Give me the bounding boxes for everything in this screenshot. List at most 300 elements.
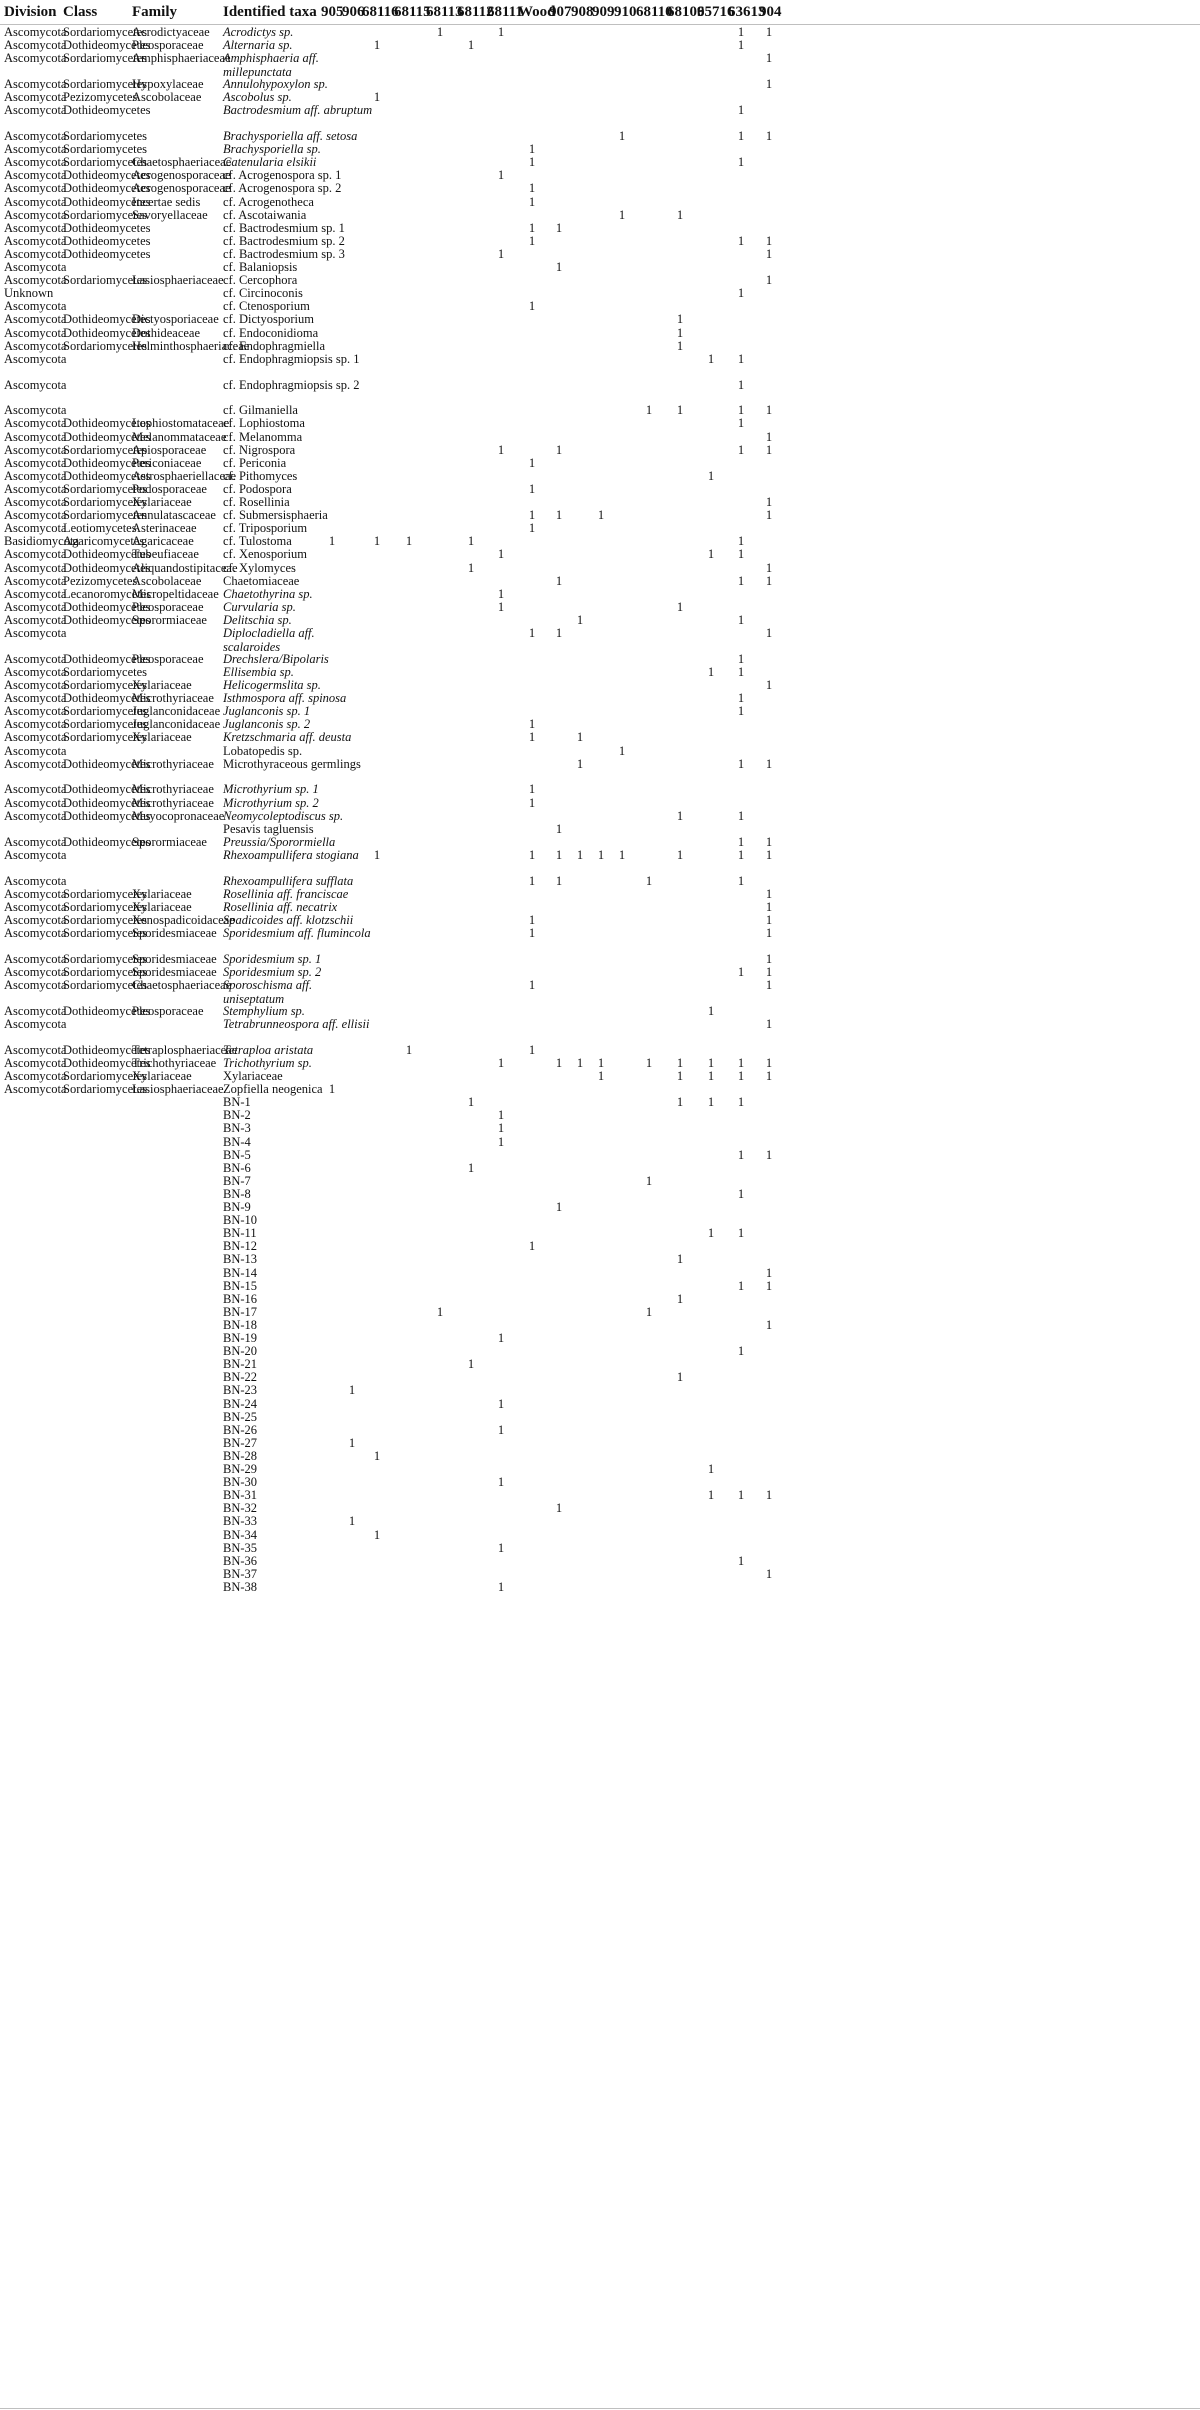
value-cell: 1 xyxy=(707,468,715,483)
class-cell: Dothideomycetes xyxy=(63,1003,151,1018)
taxon-cell: Bactrodesmium aff. abruptum xyxy=(223,103,373,118)
taxon-cell: cf. Melanomma xyxy=(223,429,303,444)
value-cell: 1 xyxy=(528,481,536,496)
taxon-cell: Microthyraceous germlings xyxy=(223,756,361,771)
value-cell: 1 xyxy=(765,913,773,927)
value-cell: 1 xyxy=(765,899,773,914)
class-cell: Sordariomycetes xyxy=(63,273,148,288)
table-row xyxy=(0,1149,1200,1162)
value-cell: 1 xyxy=(618,129,626,143)
table-row xyxy=(0,1201,1200,1214)
value-cell: 1 xyxy=(737,129,745,143)
family-cell: Acrogenosporaceae xyxy=(132,168,231,183)
table-row xyxy=(0,1502,1200,1515)
class-cell: Sordariomycetes xyxy=(63,951,148,966)
class-cell: Sordariomycetes xyxy=(63,913,148,927)
value-cell: 1 xyxy=(765,951,773,966)
family-cell: Pleosporaceae xyxy=(132,38,204,53)
division-cell: Ascomycota xyxy=(4,442,67,457)
value-cell: 1 xyxy=(737,1069,745,1083)
value-cell: 1 xyxy=(436,1304,444,1319)
division-cell: Ascomycota xyxy=(4,220,67,235)
value-cell: 1 xyxy=(645,1304,653,1319)
division-cell: Ascomycota xyxy=(4,181,67,196)
value-cell: 1 xyxy=(765,77,773,91)
value-cell: 1 xyxy=(528,521,536,536)
taxon-cell: BN-33 xyxy=(223,1514,258,1529)
taxon-cell: BN-9 xyxy=(223,1200,251,1214)
value-cell: 1 xyxy=(737,1095,745,1110)
taxon-cell: BN-20 xyxy=(223,1344,258,1359)
header-cell: 68111 xyxy=(487,4,523,20)
division-cell: Ascomycota xyxy=(4,899,67,914)
family-cell: Microthyriaceae xyxy=(132,782,214,797)
family-cell: Chaetosphaeriaceae xyxy=(132,155,232,170)
value-cell: 1 xyxy=(676,1252,684,1267)
taxon-cell: BN-19 xyxy=(223,1331,258,1345)
taxon-cell: Rosellinia aff. franciscae xyxy=(223,886,349,901)
division-cell: Ascomycota xyxy=(4,847,67,862)
table-row xyxy=(0,1358,1200,1371)
value-cell: 1 xyxy=(528,142,536,157)
value-cell: 1 xyxy=(737,847,745,862)
value-cell: 1 xyxy=(528,508,536,523)
taxon-cell: cf. Gilmaniella xyxy=(223,403,298,418)
taxon-cell: Alternaria sp. xyxy=(223,38,293,53)
taxon-cell: Curvularia sp. xyxy=(223,599,296,614)
taxon-cell: cf. Dictyosporium xyxy=(223,312,314,327)
family-cell: Apiosporaceae xyxy=(132,442,207,457)
table-row xyxy=(0,731,1200,744)
value-cell: 1 xyxy=(497,1540,505,1555)
taxon-cell: cf. Bactrodesmium sp. 2 xyxy=(223,233,345,248)
family-cell: Sporidesmiaceae xyxy=(132,965,217,979)
family-cell: Xylariaceae xyxy=(132,899,192,914)
taxon-cell: Xylariaceae xyxy=(223,1069,283,1083)
division-cell: Ascomycota xyxy=(4,1042,67,1057)
value-cell: 1 xyxy=(618,743,626,758)
taxon-cell: cf. Tulostoma xyxy=(223,534,292,549)
family-cell: Asterinaceae xyxy=(132,521,197,536)
taxon-cell: cf. Endophragmiopsis sp. 2 xyxy=(223,377,360,392)
class-cell: Sordariomycetes xyxy=(63,886,148,901)
taxon-cell: Neomycoleptodiscus sp. xyxy=(223,808,344,823)
class-cell: Sordariomycetes xyxy=(63,1069,148,1083)
value-cell: 1 xyxy=(765,429,773,444)
taxon-cell: Tetraploa aristata xyxy=(223,1042,314,1057)
value-cell: 1 xyxy=(707,1055,715,1070)
value-cell: 1 xyxy=(765,1488,773,1503)
value-cell: 1 xyxy=(597,508,605,523)
header-cell: 909 xyxy=(592,4,615,20)
taxon-cell: BN-11 xyxy=(223,1226,257,1241)
table-row xyxy=(0,1345,1200,1358)
value-cell: 1 xyxy=(737,651,745,666)
taxon-cell: Helicogermslita sp. xyxy=(223,678,321,692)
value-cell: 1 xyxy=(707,664,715,679)
value-cell: 1 xyxy=(707,1003,715,1018)
taxon-cell: BN-14 xyxy=(223,1265,258,1280)
taxon-cell: BN-31 xyxy=(223,1488,258,1503)
value-cell: 1 xyxy=(328,1082,336,1097)
taxon-cell: cf. Endophragmiella xyxy=(223,338,326,353)
value-cell: 1 xyxy=(555,508,563,523)
taxon-cell: BN-30 xyxy=(223,1475,258,1490)
division-cell: Ascomycota xyxy=(4,51,67,66)
value-cell: 1 xyxy=(645,873,653,888)
value-cell: 1 xyxy=(528,873,536,888)
class-cell: Dothideomycetes xyxy=(63,455,151,470)
value-cell: 1 xyxy=(528,233,536,248)
family-cell: Trichothyriaceae xyxy=(132,1055,217,1070)
taxon-cell: Lobatopedis sp. xyxy=(223,743,303,758)
taxon-cell: cf. Rosellinia xyxy=(223,495,290,509)
value-cell: 1 xyxy=(528,782,536,797)
family-cell: Xenospadicoidaceae xyxy=(132,913,235,927)
taxon-cell: cf. Periconia xyxy=(223,455,287,470)
division-cell: Ascomycota xyxy=(4,651,67,666)
taxon-cell: Amphisphaeria aff. millepunctata xyxy=(223,51,319,80)
value-cell: 1 xyxy=(707,1488,715,1503)
division-cell: Ascomycota xyxy=(4,207,67,222)
taxon-cell: Microthyrium sp. 2 xyxy=(223,795,319,810)
value-cell: 1 xyxy=(555,442,563,457)
taxon-cell: BN-6 xyxy=(223,1160,251,1175)
value-cell: 1 xyxy=(555,1200,563,1214)
division-cell: Ascomycota xyxy=(4,351,67,366)
value-cell: 1 xyxy=(528,299,536,314)
value-cell: 1 xyxy=(765,1055,773,1070)
taxon-cell: BN-37 xyxy=(223,1566,258,1581)
class-cell: Sordariomycetes xyxy=(63,155,148,170)
taxon-cell: Rhexoampullifera stogiana xyxy=(223,847,359,862)
value-cell: 1 xyxy=(765,1278,773,1293)
value-cell: 1 xyxy=(497,246,505,261)
value-cell: 1 xyxy=(528,847,536,862)
value-cell: 1 xyxy=(497,1121,505,1136)
class-cell: Dothideomycetes xyxy=(63,194,151,209)
class-cell: Dothideomycetes xyxy=(63,220,151,235)
table-row xyxy=(0,222,1200,235)
family-cell: Sporidesmiaceae xyxy=(132,951,217,966)
table-row xyxy=(0,91,1200,104)
taxon-cell: BN-5 xyxy=(223,1147,251,1162)
division-cell: Ascomycota xyxy=(4,416,67,431)
header-cell: Class xyxy=(63,4,98,20)
taxon-cell: Preussia/Sporormiella xyxy=(223,834,336,849)
class-cell: Sordariomycetes xyxy=(63,338,148,353)
taxon-cell: Isthmospora aff. spinosa xyxy=(223,691,347,706)
value-cell: 1 xyxy=(348,1383,356,1398)
family-cell: Acrogenosporaceae xyxy=(132,181,231,196)
class-cell: Dothideomycetes xyxy=(63,246,151,261)
value-cell: 1 xyxy=(348,1435,356,1450)
family-cell: Aliquandostipitaceae xyxy=(132,560,238,575)
division-cell: Ascomycota xyxy=(4,25,67,39)
taxon-cell: cf. Circinoconis xyxy=(223,286,303,301)
value-cell: 1 xyxy=(555,873,563,888)
value-cell: 1 xyxy=(765,626,773,640)
taxon-cell: BN-2 xyxy=(223,1108,251,1123)
value-cell: 1 xyxy=(765,886,773,901)
class-cell: Dothideomycetes xyxy=(63,599,151,614)
taxon-cell: Pesavis tagluensis xyxy=(223,821,314,836)
taxon-cell: BN-24 xyxy=(223,1396,258,1411)
value-cell: 1 xyxy=(737,286,745,301)
table-row xyxy=(0,1398,1200,1411)
value-cell: 1 xyxy=(528,717,536,732)
value-cell: 1 xyxy=(737,808,745,823)
header-cell: 68115 xyxy=(394,4,431,20)
taxon-cell: Chaetothyrina sp. xyxy=(223,586,313,601)
value-cell: 1 xyxy=(676,847,684,862)
header-cell: 68113 xyxy=(426,4,463,20)
taxon-cell: cf. Balaniopsis xyxy=(223,260,298,274)
value-cell: 1 xyxy=(737,534,745,549)
value-cell: 1 xyxy=(528,455,536,470)
family-cell: Incertae sedis xyxy=(132,194,201,209)
family-cell: Agaricaceae xyxy=(132,534,194,549)
family-cell: Muyocopronaceae xyxy=(132,808,225,823)
table-row xyxy=(0,1280,1200,1293)
taxon-cell: Trichothyrium sp. xyxy=(223,1055,312,1070)
family-cell: Ascobolaceae xyxy=(132,573,202,588)
table-bottom-rule xyxy=(0,2408,1200,2409)
table-row xyxy=(0,104,1200,130)
value-cell: 1 xyxy=(576,847,584,862)
value-cell: 1 xyxy=(467,560,475,575)
value-cell: 1 xyxy=(737,155,745,170)
table-row xyxy=(0,1411,1200,1424)
division-cell: Ascomycota xyxy=(4,626,67,640)
family-cell: Astrosphaeriellaceae xyxy=(132,468,237,483)
table-row xyxy=(0,1489,1200,1502)
division-cell: Ascomycota xyxy=(4,926,67,941)
value-cell: 1 xyxy=(467,534,475,549)
division-cell: Basidiomycota xyxy=(4,534,79,549)
value-cell: 1 xyxy=(497,599,505,614)
value-cell: 1 xyxy=(467,38,475,53)
division-cell: Ascomycota xyxy=(4,1082,67,1097)
table-row xyxy=(0,235,1200,248)
taxon-cell: Acrodictys sp. xyxy=(223,25,294,39)
class-cell: Agaricomycetes xyxy=(63,534,145,549)
value-cell: 1 xyxy=(676,1095,684,1110)
family-cell: Xylariaceae xyxy=(132,730,192,745)
class-cell: Lecanoromycetes xyxy=(63,586,152,601)
value-cell: 1 xyxy=(765,560,773,575)
value-cell: 1 xyxy=(576,1055,584,1070)
family-cell: Tetraplosphaeriaceae xyxy=(132,1042,238,1057)
table-row xyxy=(0,1109,1200,1122)
family-cell: Microthyriaceae xyxy=(132,795,214,810)
division-cell: Ascomycota xyxy=(4,103,67,118)
class-cell: Sordariomycetes xyxy=(63,678,148,692)
value-cell: 1 xyxy=(373,534,381,549)
taxon-cell: cf. Lophiostoma xyxy=(223,416,305,431)
family-cell: Hypoxylaceae xyxy=(132,77,204,91)
taxon-cell: cf. Acrogenospora sp. 2 xyxy=(223,181,342,196)
taxon-cell: BN-36 xyxy=(223,1553,258,1568)
value-cell: 1 xyxy=(645,1173,653,1188)
family-cell: Micropeltidaceae xyxy=(132,586,219,601)
value-cell: 1 xyxy=(765,403,773,418)
table-row xyxy=(0,810,1200,823)
class-cell: Dothideomycetes xyxy=(63,756,151,771)
taxon-cell: Sporidesmium sp. 2 xyxy=(223,965,322,979)
taxon-cell: Tetrabrunneospora aff. ellisii xyxy=(223,1017,370,1031)
value-cell: 1 xyxy=(497,1396,505,1411)
taxon-cell: cf. Ascotaiwania xyxy=(223,207,307,222)
value-cell: 1 xyxy=(497,25,505,39)
division-cell: Ascomycota xyxy=(4,782,67,797)
taxon-cell: cf. Ctenosporium xyxy=(223,299,310,314)
class-cell: Dothideomycetes xyxy=(63,103,151,118)
taxon-cell: Ascobolus sp. xyxy=(223,90,292,105)
value-cell: 1 xyxy=(597,847,605,862)
family-cell: Lasiosphaeriaceae xyxy=(132,273,224,288)
value-cell: 1 xyxy=(497,1475,505,1490)
value-cell: 1 xyxy=(328,534,336,549)
family-cell: Podosporaceae xyxy=(132,481,207,496)
value-cell: 1 xyxy=(737,416,745,431)
division-cell: Ascomycota xyxy=(4,38,67,53)
value-cell: 1 xyxy=(645,1055,653,1070)
taxon-cell: BN-23 xyxy=(223,1383,258,1398)
family-cell: Sporormiaceae xyxy=(132,834,207,849)
value-cell: 1 xyxy=(765,273,773,288)
taxon-cell: cf. Submersisphaeria xyxy=(223,508,328,523)
division-cell: Ascomycota xyxy=(4,508,67,523)
value-cell: 1 xyxy=(597,1069,605,1083)
value-cell: 1 xyxy=(555,626,563,640)
value-cell: 1 xyxy=(737,1344,745,1359)
class-cell: Sordariomycetes xyxy=(63,129,148,143)
table-row xyxy=(0,1122,1200,1135)
value-cell: 1 xyxy=(497,1134,505,1149)
taxon-cell: cf. Endoconidioma xyxy=(223,325,319,340)
value-cell: 1 xyxy=(373,1448,381,1463)
value-cell: 1 xyxy=(497,586,505,601)
table-row xyxy=(0,653,1200,666)
table-row xyxy=(0,1463,1200,1476)
value-cell: 1 xyxy=(765,978,773,993)
division-cell: Ascomycota xyxy=(4,678,67,692)
taxon-cell: BN-7 xyxy=(223,1173,251,1188)
division-cell: Ascomycota xyxy=(4,547,67,562)
value-cell: 1 xyxy=(765,495,773,509)
class-cell: Pezizomycetes xyxy=(63,573,138,588)
table-header xyxy=(0,0,1200,25)
table-row xyxy=(0,1083,1200,1096)
table-row xyxy=(0,1005,1200,1018)
family-cell: Melanommataceae xyxy=(132,429,227,444)
table-row xyxy=(0,849,1200,875)
value-cell: 1 xyxy=(528,181,536,196)
division-cell: Ascomycota xyxy=(4,246,67,261)
table-row xyxy=(0,1437,1200,1450)
taxon-cell: Diplocladiella aff. scalaroides xyxy=(223,626,315,654)
value-cell: 1 xyxy=(555,220,563,235)
value-cell: 1 xyxy=(528,730,536,745)
division-cell: Ascomycota xyxy=(4,560,67,575)
taxon-cell: cf. Bactrodesmium sp. 1 xyxy=(223,220,345,235)
division-cell: Ascomycota xyxy=(4,377,67,392)
division-cell: Ascomycota xyxy=(4,1055,67,1070)
value-cell: 1 xyxy=(737,403,745,418)
value-cell: 1 xyxy=(737,1055,745,1070)
header-cell: 63613 xyxy=(728,4,766,20)
division-cell: Ascomycota xyxy=(4,481,67,496)
value-cell: 1 xyxy=(737,351,745,366)
value-cell: 1 xyxy=(737,1147,745,1162)
value-cell: 1 xyxy=(707,1095,715,1110)
value-cell: 1 xyxy=(737,612,745,627)
class-cell: Sordariomycetes xyxy=(63,899,148,914)
value-cell: 1 xyxy=(765,1265,773,1280)
value-cell: 1 xyxy=(765,1069,773,1083)
class-cell: Sordariomycetes xyxy=(63,926,148,941)
table-row xyxy=(0,1476,1200,1489)
family-cell: Xylariaceae xyxy=(132,678,192,692)
division-cell: Ascomycota xyxy=(4,1069,67,1083)
header-cell: 65716 xyxy=(697,4,735,20)
value-cell: 1 xyxy=(618,847,626,862)
value-cell: 1 xyxy=(528,1042,536,1057)
value-cell: 1 xyxy=(528,926,536,941)
taxon-cell: BN-26 xyxy=(223,1422,258,1437)
header-cell: Identified taxa xyxy=(223,4,317,20)
division-cell: Ascomycota xyxy=(4,194,67,209)
table-row xyxy=(0,1267,1200,1280)
value-cell: 1 xyxy=(737,547,745,562)
taxon-cell: BN-16 xyxy=(223,1291,258,1306)
class-cell: Dothideomycetes xyxy=(63,312,151,327)
taxon-cell: BN-35 xyxy=(223,1540,258,1555)
division-cell: Ascomycota xyxy=(4,1003,67,1018)
table-row xyxy=(0,248,1200,261)
value-cell: 1 xyxy=(765,573,773,588)
taxon-cell: Kretzschmaria aff. deusta xyxy=(223,730,352,745)
family-cell: Sporidesmiaceae xyxy=(132,926,217,941)
value-cell: 1 xyxy=(467,1160,475,1175)
taxon-cell: BN-27 xyxy=(223,1435,258,1450)
table-row xyxy=(0,1188,1200,1201)
class-cell: Dothideomycetes xyxy=(63,795,151,810)
value-cell: 1 xyxy=(737,1553,745,1568)
class-cell: Pezizomycetes xyxy=(63,90,138,105)
value-cell: 1 xyxy=(576,612,584,627)
class-cell: Sordariomycetes xyxy=(63,704,148,719)
value-cell: 1 xyxy=(555,847,563,862)
division-cell: Ascomycota xyxy=(4,599,67,614)
table-row xyxy=(0,1240,1200,1253)
value-cell: 1 xyxy=(765,1017,773,1031)
table-row xyxy=(0,1319,1200,1332)
division-cell: Ascomycota xyxy=(4,90,67,105)
value-cell: 1 xyxy=(528,795,536,810)
class-cell: Dothideomycetes xyxy=(63,1042,151,1057)
table-row xyxy=(0,758,1200,784)
taxon-cell: cf. Acrogenospora sp. 1 xyxy=(223,168,342,183)
value-cell: 1 xyxy=(707,547,715,562)
taxon-cell: BN-25 xyxy=(223,1409,258,1424)
header-cell: Family xyxy=(132,4,177,20)
table-row xyxy=(0,927,1200,953)
class-cell: Dothideomycetes xyxy=(63,1055,151,1070)
value-cell: 1 xyxy=(645,403,653,418)
value-cell: 1 xyxy=(618,207,626,222)
